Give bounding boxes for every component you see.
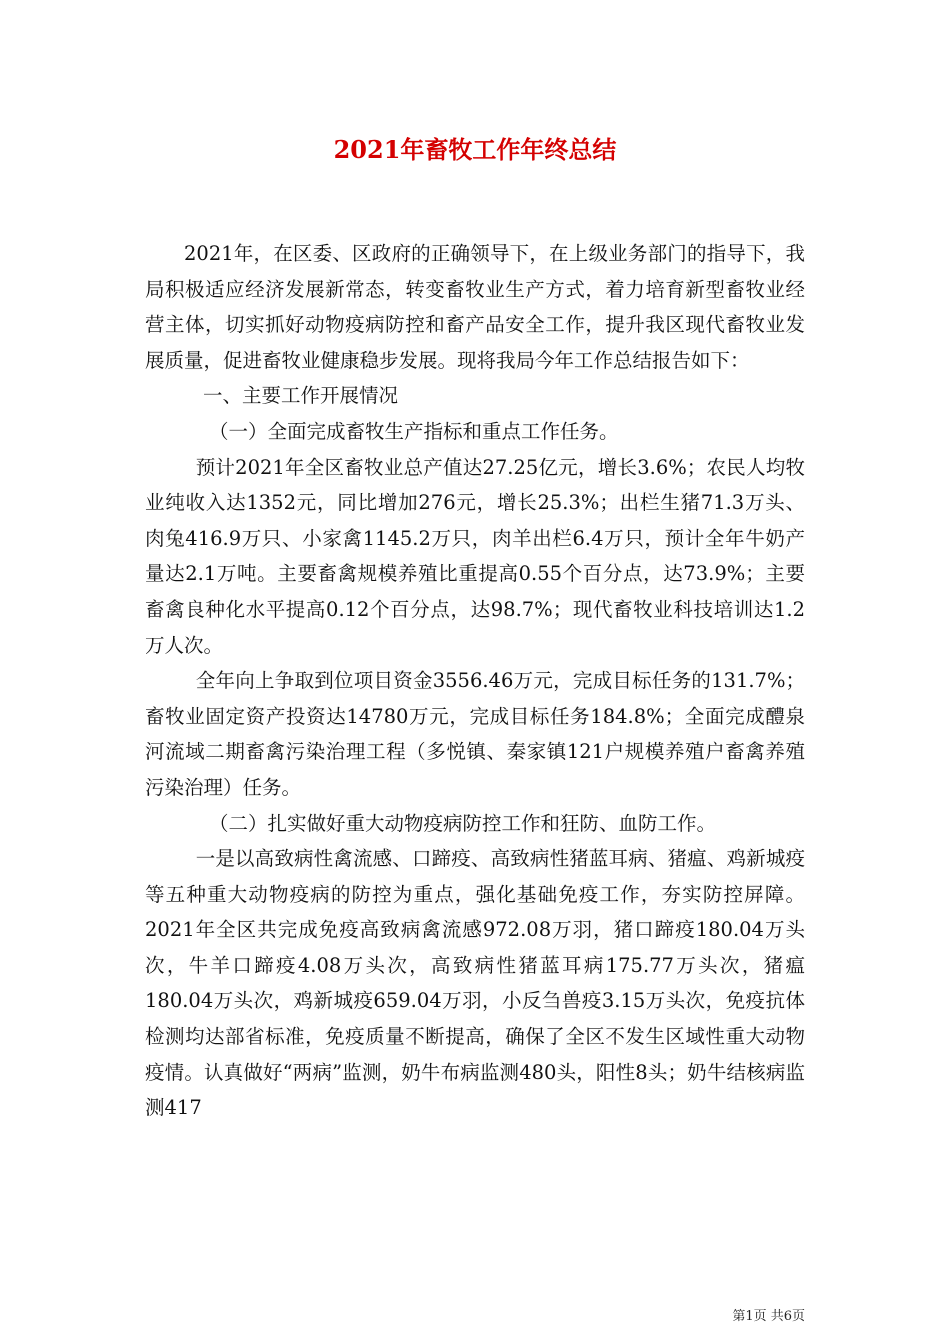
- paragraph-intro: 2021年，在区委、区政府的正确领导下，在上级业务部门的指导下，我局积极适应经济发展新常态，转变畜牧业生产方式，着力培育新型畜牧业经营主体，切实抓好动物疫病防控和畜产品安全工作，提升我区现代畜牧业发展质量，促进畜牧业健康稳步发展。现将我局今年工作总结报告如下：: [145, 242, 805, 372]
- page-number: 第1页 共6页: [732, 1309, 805, 1324]
- paragraph-funding: 全年向上争取到位项目资金3556.46万元，完成目标任务的131.7%；畜牧业固定资产投资达14780万元，完成目标任务184.8%；全面完成醴泉河流域二期畜禽污染治理工程（多悦镇、秦家镇121户规模养殖户畜禽养殖污染治理）任务。: [145, 669, 805, 799]
- section-heading-1: 一、主要工作开展情况: [203, 384, 399, 408]
- subsection-heading-2: （二）扎实做好重大动物疫病防控工作和狂防、血防工作。: [209, 811, 717, 835]
- document-body: [145, 236, 805, 1126]
- paragraph-epidemic: 一是以高致病性禽流感、口蹄疫、高致病性猪蓝耳病、猪瘟、鸡新城疫等五种重大动物疫病的防控为重点，强化基础免疫工作，夯实防控屏障。2021年全区共完成免疫高致病禽流感972.08万羽，猪口蹄疫180.04万头次，牛羊口蹄疫4.08万头次，高致病性猪蓝耳病175.77万头次，猪瘟180.04万头次，鸡新城疫659.04万羽，小反刍兽疫3.15万头次，免疫抗体检测均达部省标准，免疫质量不断提高，确保了全区不发生区域性重大动物疫情。认真做好“两病”监测，奶牛布病监测480头，阳性8头；奶牛结核病监测417: [145, 847, 805, 1120]
- subsection-heading-1: （一）全面完成畜牧生产指标和重点工作任务。: [209, 419, 619, 443]
- paragraph-production: 预计2021年全区畜牧业总产值达27.25亿元，增长3.6%；农民人均牧业纯收入达1352元，同比增加276元，增长25.3%；出栏生猪71.3万头、肉兔416.9万只、小家禽1145.2万只，肉羊出栏6.4万只，预计全年牛奶产量达2.1万吨。主要畜禽规模养殖比重提高0.55个百分点，达73.9%；主要畜禽良种化水平提高0.12个百分点，达98.7%；现代畜牧业科技培训达1.2万人次。: [145, 455, 805, 657]
- document-title: 2021年畜牧工作年终总结: [333, 135, 617, 164]
